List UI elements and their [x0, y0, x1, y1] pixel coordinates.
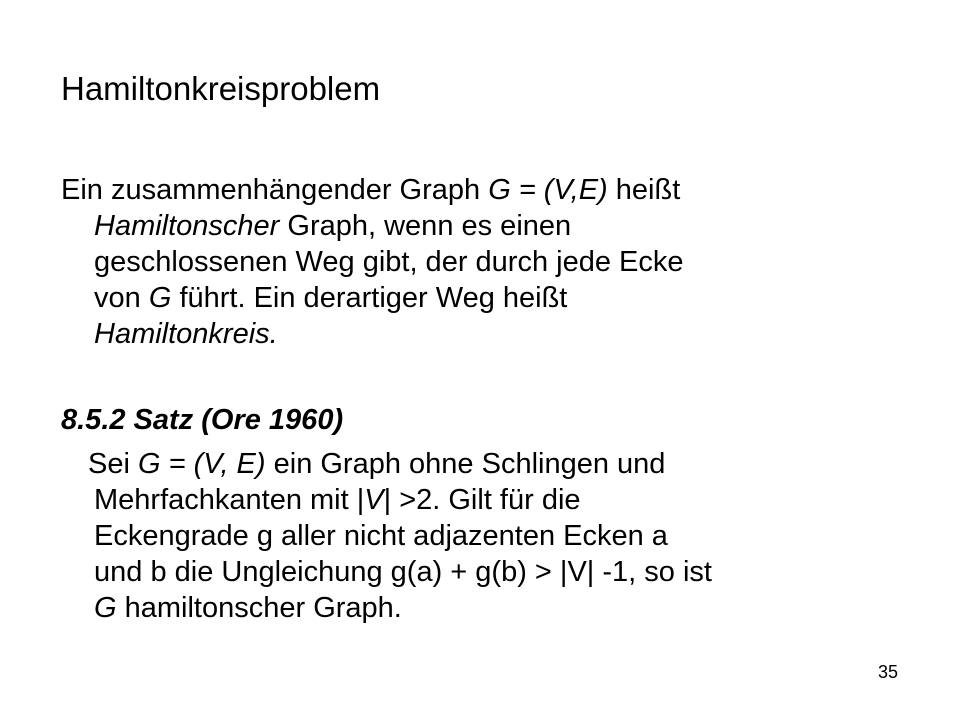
theorem-text: Mehrfachkanten mit |: [94, 484, 365, 516]
definition-text: Graph, wenn es einen: [279, 210, 572, 242]
theorem-line-2: [61, 482, 712, 518]
definition-text: von: [94, 282, 149, 314]
theorem-line-3: [61, 518, 712, 554]
vertex-set-symbol: V: [364, 484, 384, 516]
definition-paragraph: [61, 172, 684, 352]
theorem-paragraph: [61, 446, 712, 626]
theorem-text: | >2. Gilt für die: [383, 484, 581, 516]
theorem-text: Sei: [88, 448, 138, 480]
theorem-line-5: [61, 590, 712, 626]
page-number: 35: [877, 662, 898, 682]
slide-title: Hamiltonkreisproblem: [61, 70, 381, 107]
definition-text: geschlossenen Weg gibt, der durch jede Ecke: [94, 246, 684, 278]
theorem-text: ein Graph ohne Schlingen und: [265, 448, 666, 480]
theorem-text: und b die Ungleichung g(a) + g(b) > |V| -1, so ist: [94, 556, 712, 588]
definition-line-3: [61, 244, 684, 280]
definition-line-1: [61, 172, 684, 208]
theorem-heading: 8.5.2 Satz (Ore 1960): [61, 404, 344, 436]
definition-line-2: [61, 208, 684, 244]
term-hamiltonscher: Hamiltonscher: [94, 210, 280, 242]
graph-symbol: G: [94, 592, 117, 624]
theorem-text: hamiltonscher Graph.: [116, 592, 402, 624]
theorem-line-4: [61, 554, 712, 590]
definition-line-4: [61, 280, 684, 316]
definition-text: Ein zusammenhängender Graph: [61, 174, 489, 206]
graph-symbol: G: [148, 282, 172, 314]
definition-text: führt. Ein derartiger Weg heißt: [171, 282, 568, 314]
definition-text: heißt: [607, 174, 681, 206]
theorem-text: Eckengrade g aller nicht adjazenten Ecken a: [94, 520, 668, 552]
theorem-line-1: [61, 446, 712, 482]
graph-notation: G = (V,E): [488, 174, 608, 206]
graph-notation: G = (V, E): [137, 448, 266, 480]
definition-line-5: [61, 316, 684, 352]
term-hamiltonkreis: Hamiltonkreis.: [94, 318, 278, 350]
